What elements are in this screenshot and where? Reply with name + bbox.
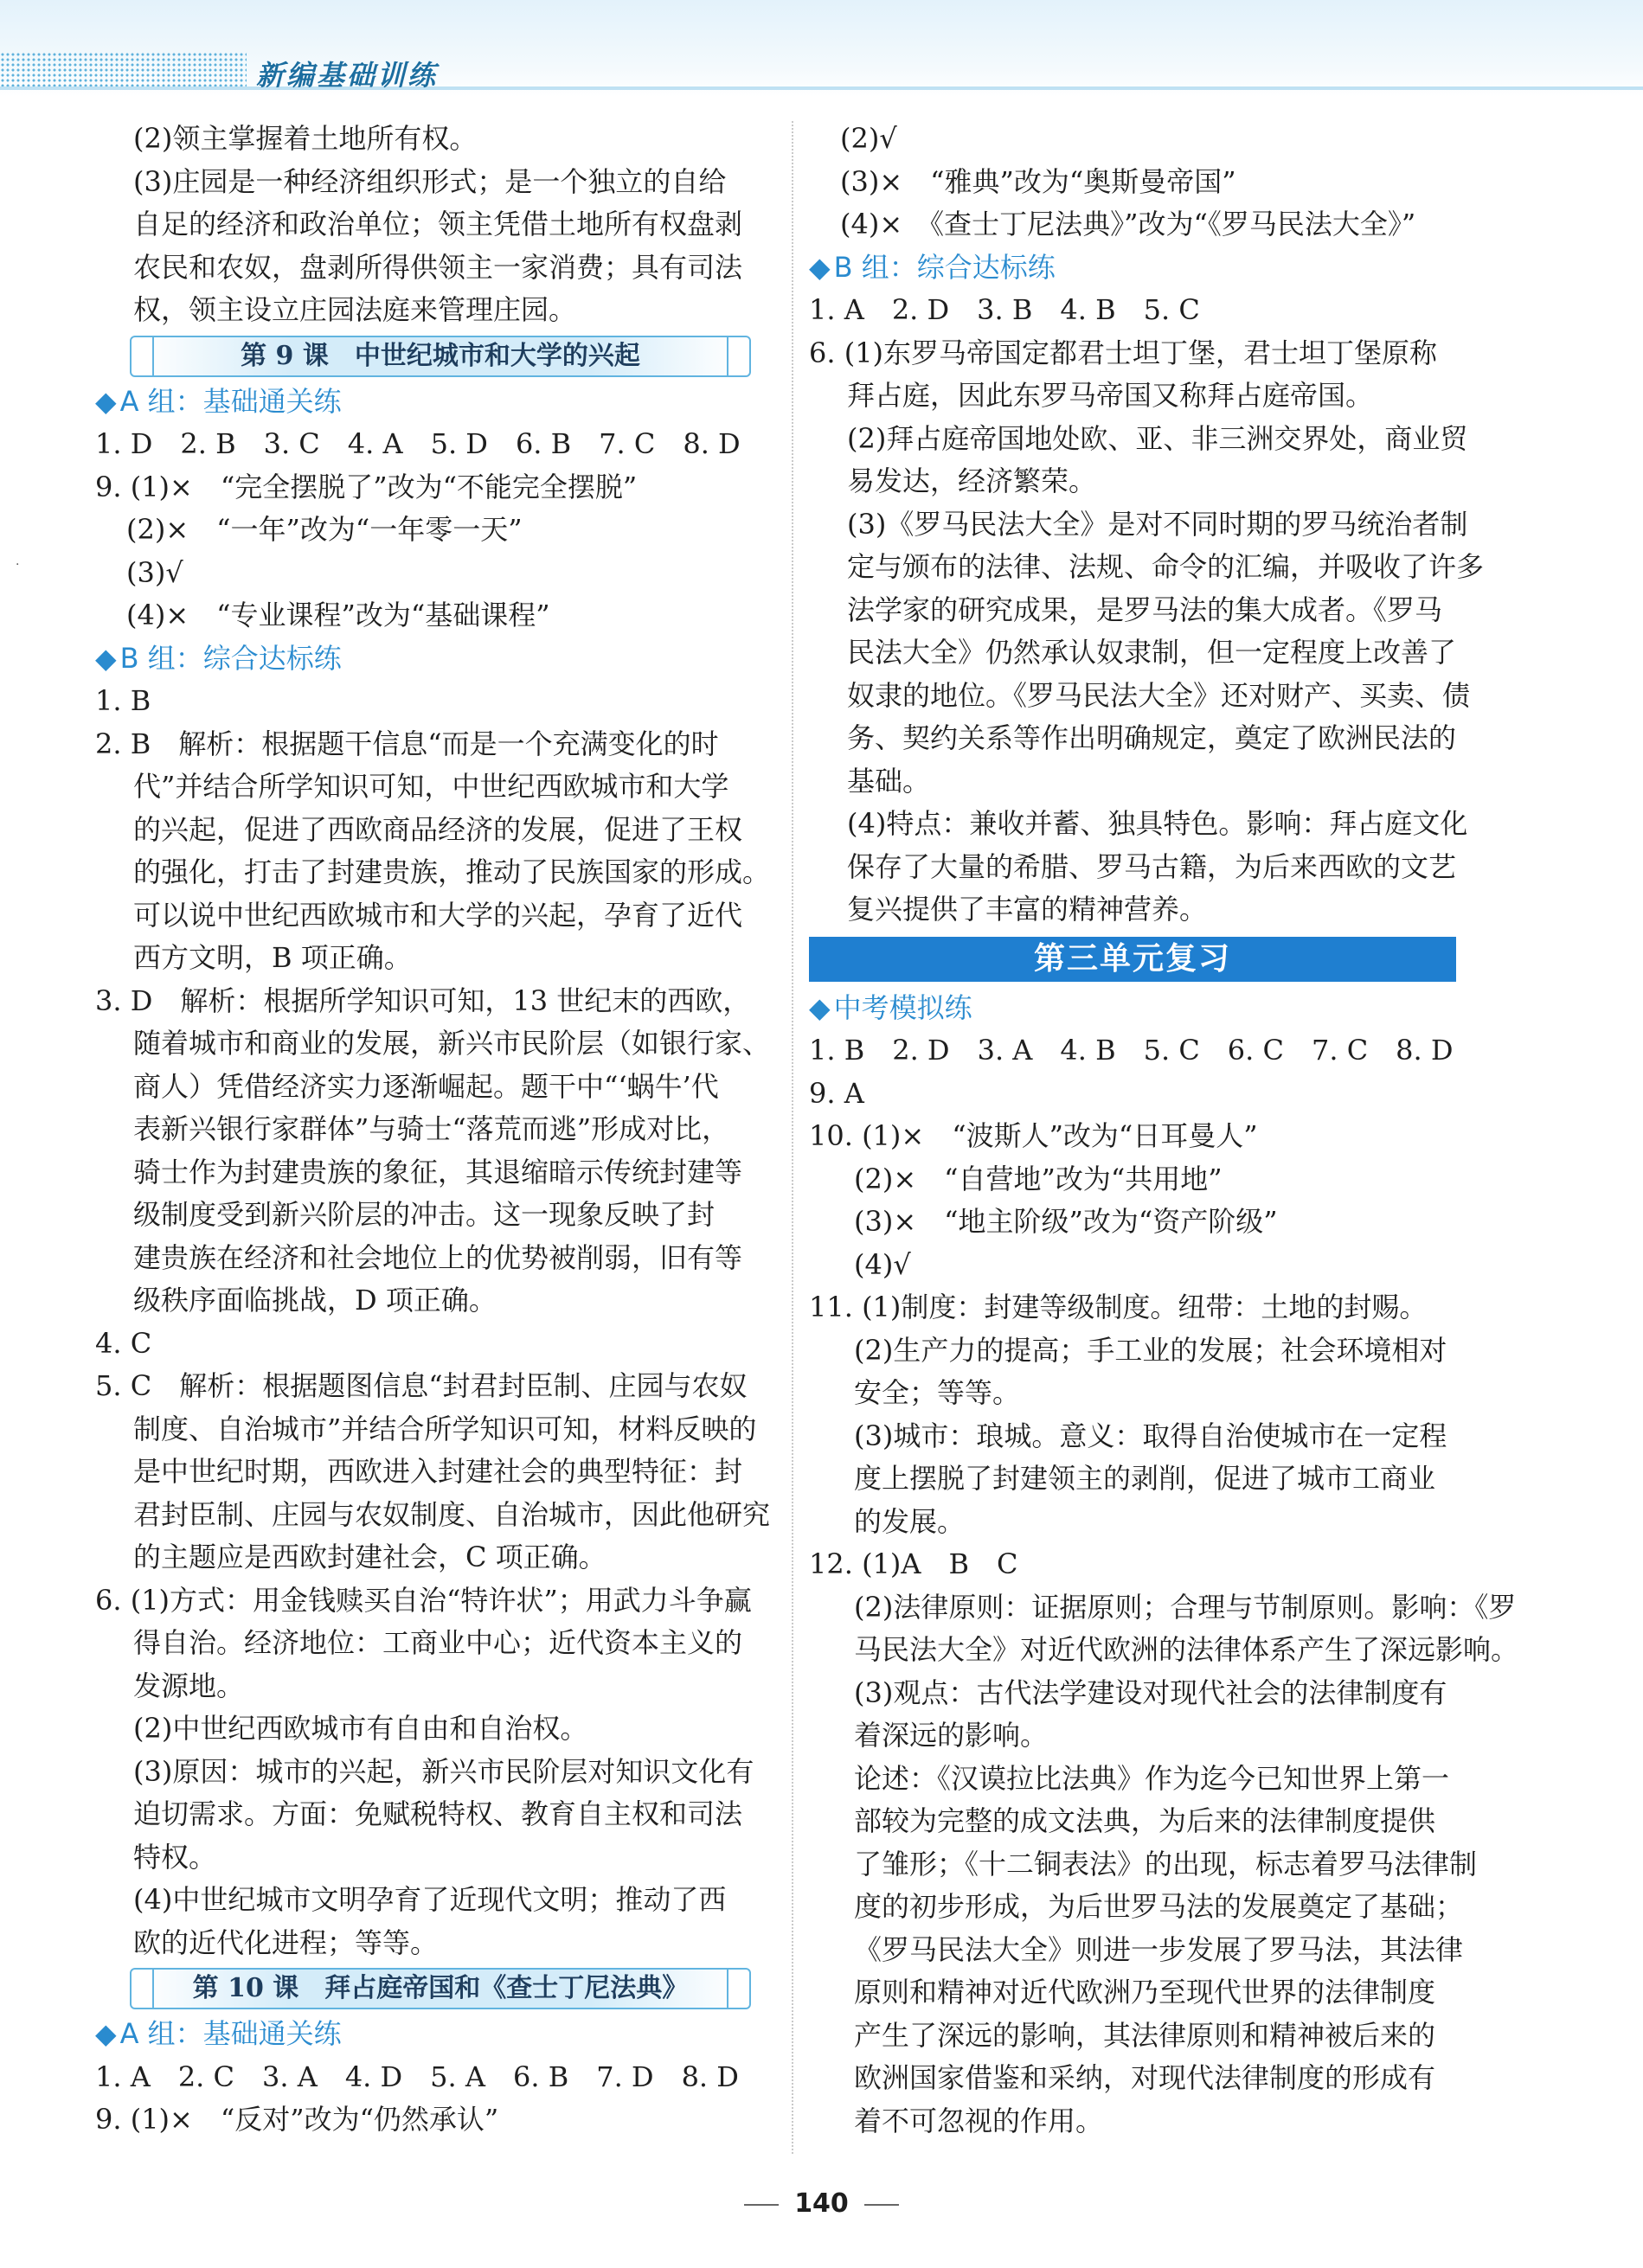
line-text: B 组：综合达标练 bbox=[833, 250, 1056, 284]
answer-line bbox=[95, 1751, 766, 1794]
answer-line bbox=[809, 803, 1482, 846]
line-text: 定与颁布的法律、法规、命令的汇编，并吸收了许多 bbox=[847, 550, 1485, 583]
line-text: 民法大全》仍然承认奴隶制，但一定程度上改善了 bbox=[847, 636, 1457, 669]
answer-line bbox=[95, 766, 766, 809]
series-title: 新编基础训练 bbox=[256, 59, 439, 92]
answer-line bbox=[809, 1714, 1482, 1758]
answer-line bbox=[95, 594, 766, 637]
answer-line bbox=[809, 846, 1482, 889]
answer-line bbox=[809, 1029, 1482, 1073]
line-text: 11. (1)制度：封建等级制度。纽带：土地的封赐。 bbox=[809, 1291, 1428, 1323]
line-text: 1. D 2. B 3. C 4. A 5. D 6. B 7. C 8. D bbox=[95, 427, 741, 460]
answer-line bbox=[809, 1971, 1482, 2015]
line-text: 9. (1)× “反对”改为“仍然承认” bbox=[95, 2103, 499, 2136]
answer-line bbox=[95, 809, 766, 852]
answer-line bbox=[809, 289, 1482, 332]
page-footer bbox=[0, 2188, 1643, 2219]
line-text: 拜占庭，因此东罗马帝国又称拜占庭帝国。 bbox=[847, 379, 1374, 412]
answer-line bbox=[95, 980, 766, 1023]
answer-line bbox=[95, 1494, 771, 1537]
line-text: 法学家的研究成果，是罗马法的集大成者。《罗马 bbox=[847, 593, 1443, 626]
answer-line bbox=[95, 1451, 766, 1494]
lesson-9-header: 第 9 课 中世纪城市和大学的兴起 bbox=[140, 336, 741, 377]
line-text: (4)特点：兼收并蓄、独具特色。影响：拜占庭文化 bbox=[847, 807, 1468, 840]
diamond-icon: ◆ bbox=[95, 641, 117, 675]
group-heading bbox=[95, 2013, 766, 2056]
line-text: 安全；等等。 bbox=[854, 1376, 1021, 1409]
answer-line bbox=[95, 466, 766, 509]
line-text: (3)庄园是一种经济组织形式；是一个独立的自给 bbox=[133, 164, 727, 198]
line-text: 代”并结合所学知识可知，中世纪西欧城市和大学 bbox=[133, 770, 729, 803]
line-text: 论述：《汉谟拉比法典》作为迄今已知世界上第一 bbox=[854, 1761, 1450, 1795]
answer-line bbox=[95, 723, 766, 766]
answer-line bbox=[95, 937, 766, 980]
line-text: 奴隶的地位。《罗马民法大全》还对财产、买卖、债 bbox=[847, 678, 1471, 712]
answer-line bbox=[95, 1323, 766, 1366]
line-text: 西方文明，B 项正确。 bbox=[133, 941, 412, 974]
line-text: 骑士作为封建贵族的象征，其退缩暗示传统封建等 bbox=[133, 1155, 743, 1188]
line-text: 欧洲国家借鉴和采纳，对现代法律制度的形成有 bbox=[854, 2061, 1436, 2094]
line-text: (3)城市：琅城。意义：取得自治使城市在一定程 bbox=[854, 1419, 1447, 1452]
line-text: 6. (1)东罗马帝国定都君士坦丁堡，君士坦丁堡原称 bbox=[809, 336, 1438, 369]
answer-line bbox=[95, 851, 771, 894]
line-text: 的主题应是西欧封建社会，C 项正确。 bbox=[133, 1541, 606, 1573]
header-dot-pattern bbox=[0, 52, 247, 86]
line-text: 的发展。 bbox=[854, 1504, 966, 1538]
line-text: 级制度受到新兴阶层的冲击。这一现象反映了封 bbox=[133, 1198, 716, 1231]
answer-line bbox=[95, 1022, 771, 1066]
footer-dash-left bbox=[744, 2204, 779, 2206]
answer-line bbox=[95, 161, 766, 204]
answer-line bbox=[809, 1586, 1517, 1630]
line-text: 部较为完整的成文法典，为后来的法律制度提供 bbox=[854, 1804, 1436, 1837]
answer-line bbox=[809, 503, 1482, 547]
margin-mark: · bbox=[16, 558, 20, 572]
answer-line bbox=[809, 1244, 1482, 1287]
line-text: 权，领主设立庄园法庭来管理庄园。 bbox=[133, 293, 577, 326]
group-heading bbox=[809, 987, 1482, 1030]
diamond-icon: ◆ bbox=[95, 384, 117, 418]
answer-line bbox=[95, 1665, 766, 1708]
answer-line bbox=[95, 1579, 766, 1623]
answer-line bbox=[95, 2098, 766, 2142]
line-text: (2)法律原则：证据原则；合理与节制原则。影响：《罗 bbox=[854, 1590, 1517, 1624]
answer-line bbox=[809, 1115, 1482, 1158]
answer-line bbox=[809, 332, 1482, 375]
line-text: A 组：基础通关练 bbox=[119, 2017, 342, 2050]
answer-line bbox=[809, 1201, 1482, 1244]
line-text: (4)× “专业课程”改为“基础课程” bbox=[126, 599, 550, 631]
answer-line bbox=[95, 1237, 766, 1280]
line-text: 建贵族在经济和社会地位上的优势被削弱，旧有等 bbox=[133, 1240, 743, 1274]
lesson-10-header: 第 10 课 拜占庭帝国和《查士丁尼法典》 bbox=[140, 1968, 741, 2009]
line-text: 4. C bbox=[95, 1326, 152, 1360]
line-text: (3)《罗马民法大全》是对不同时期的罗马统治者制 bbox=[847, 507, 1468, 541]
answer-line bbox=[809, 118, 1482, 161]
answer-line bbox=[95, 1066, 766, 1109]
diamond-icon: ◆ bbox=[809, 250, 831, 284]
answer-line bbox=[809, 760, 1482, 804]
header-rule bbox=[0, 86, 1643, 90]
answer-line bbox=[95, 1622, 766, 1665]
line-text: 务、契约关系等作出明确规定，奠定了欧洲民法的 bbox=[847, 721, 1457, 754]
answer-line bbox=[95, 509, 766, 552]
line-text: 原则和精神对近代欧洲乃至现代世界的法律制度 bbox=[854, 1976, 1436, 2009]
line-text: 商人）凭借经济实力逐渐崛起。题干中“‘蜗牛’代 bbox=[133, 1069, 719, 1103]
answer-line bbox=[809, 1073, 1482, 1116]
line-text: B 组：综合达标练 bbox=[119, 641, 342, 675]
answer-line bbox=[95, 118, 766, 161]
group-heading bbox=[95, 381, 766, 424]
line-text: 表新兴银行家群体”与骑士“落荒而逃”形成对比， bbox=[133, 1112, 730, 1145]
column-divider bbox=[792, 121, 793, 2154]
line-text: (2)领主掌握着土地所有权。 bbox=[133, 122, 478, 155]
line-text: 度的初步形成，为后世罗马法的发展奠定了基础； bbox=[854, 1890, 1464, 1923]
line-text: A 组：基础通关练 bbox=[119, 384, 342, 418]
line-text: 随着城市和商业的发展，新兴市民阶层（如银行家、 bbox=[133, 1027, 771, 1060]
diamond-icon: ◆ bbox=[809, 990, 831, 1024]
line-text: (4)√ bbox=[854, 1247, 911, 1281]
line-text: (3)观点：古代法学建设对现代社会的法律制度有 bbox=[854, 1675, 1447, 1709]
line-text: (2)√ bbox=[840, 122, 897, 155]
answer-line bbox=[809, 1886, 1482, 1929]
line-text: 可以说中世纪西欧城市和大学的兴起，孕育了近代 bbox=[133, 898, 743, 932]
answer-line bbox=[809, 1158, 1482, 1201]
line-text: 特权。 bbox=[133, 1840, 217, 1874]
answer-line bbox=[809, 1458, 1482, 1501]
line-text: 2. B 解析：根据题干信息“而是一个充满变化的时 bbox=[95, 727, 719, 760]
answer-line bbox=[809, 418, 1482, 461]
left-column bbox=[95, 118, 771, 2142]
line-text: 9. (1)× “完全摆脱了”改为“不能完全摆脱” bbox=[95, 470, 638, 503]
answer-line bbox=[95, 894, 766, 938]
line-text: 1. B 2. D 3. A 4. B 5. C 6. C 7. C 8. D bbox=[809, 1034, 1454, 1067]
answer-line bbox=[809, 375, 1482, 418]
right-top-block bbox=[809, 118, 1485, 932]
line-text: (3)原因：城市的兴起，新兴市民阶层对知识文化有 bbox=[133, 1754, 754, 1788]
answer-line bbox=[95, 1408, 766, 1451]
answer-line bbox=[809, 888, 1482, 932]
line-text: 复兴提供了丰富的精神营养。 bbox=[847, 893, 1208, 926]
line-text: (3)√ bbox=[126, 555, 183, 589]
answer-line bbox=[809, 631, 1482, 675]
line-text: 5. C 解析：根据题图信息“封君封臣制、庄园与农奴 bbox=[95, 1369, 748, 1402]
answer-line bbox=[95, 1707, 766, 1751]
answer-line bbox=[95, 1151, 766, 1195]
line-text: 迫切需求。方面：免赋税特权、教育自主权和司法 bbox=[133, 1797, 743, 1830]
answer-line bbox=[809, 1929, 1482, 1972]
answer-line bbox=[809, 1843, 1482, 1887]
line-text: 着深远的影响。 bbox=[854, 1719, 1049, 1752]
line-text: 着不可忽视的作用。 bbox=[854, 2104, 1104, 2137]
answer-line bbox=[95, 1922, 766, 1965]
line-text: 基础。 bbox=[847, 764, 931, 798]
answer-line bbox=[809, 1329, 1482, 1373]
lesson-10-answers bbox=[95, 2013, 766, 2142]
answer-line bbox=[809, 1800, 1482, 1843]
line-text: 的强化，打击了封建贵族，推动了民族国家的形成。 bbox=[133, 855, 771, 888]
answer-line bbox=[809, 1629, 1519, 1672]
answer-line bbox=[95, 1836, 766, 1880]
answer-line bbox=[809, 1286, 1482, 1329]
answer-line bbox=[95, 247, 766, 290]
unit-review-answers bbox=[809, 987, 1519, 2143]
answer-line bbox=[95, 680, 766, 723]
answer-line bbox=[809, 675, 1482, 718]
line-text: 易发达，经济繁荣。 bbox=[847, 464, 1097, 497]
answer-line bbox=[809, 460, 1482, 503]
answer-line bbox=[95, 289, 766, 332]
answer-line bbox=[95, 1108, 766, 1151]
line-text: (3)× “雅典”改为“奥斯曼帝国” bbox=[840, 164, 1236, 198]
answer-line bbox=[809, 1543, 1482, 1586]
answer-line bbox=[95, 552, 766, 595]
answer-line bbox=[809, 1372, 1482, 1415]
line-text: 1. A 2. D 3. B 4. B 5. C bbox=[809, 293, 1200, 326]
line-text: 中考模拟练 bbox=[833, 990, 972, 1024]
line-text: (2)生产力的提高；手工业的发展；社会环境相对 bbox=[854, 1333, 1447, 1367]
answer-line bbox=[809, 203, 1482, 247]
right-column bbox=[809, 118, 1519, 2143]
line-text: (2)× “自营地”改为“共用地” bbox=[854, 1162, 1223, 1195]
line-text: 的兴起，促进了西欧商品经济的发展，促进了王权 bbox=[133, 812, 743, 846]
answer-line bbox=[95, 423, 766, 466]
line-text: 是中世纪时期，西欧进入封建社会的典型特征：封 bbox=[133, 1455, 743, 1488]
answer-line bbox=[95, 1536, 766, 1579]
answer-line bbox=[809, 1758, 1482, 1801]
line-text: 度上摆脱了封建领主的剥削，促进了城市工商业 bbox=[854, 1462, 1436, 1495]
unit-review-header: 第三单元复习 bbox=[809, 937, 1456, 982]
line-text: (4)中世纪城市文明孕育了近现代文明；推动了西 bbox=[133, 1883, 727, 1916]
answer-line bbox=[809, 2100, 1482, 2143]
answer-line bbox=[95, 1279, 766, 1323]
line-text: 12. (1)A B C bbox=[809, 1547, 1018, 1580]
line-text: (2)拜占庭帝国地处欧、亚、非三洲交界处，商业贸 bbox=[847, 421, 1468, 455]
answer-line bbox=[95, 1793, 766, 1836]
line-text: 1. A 2. C 3. A 4. D 5. A 6. B 7. D 8. D bbox=[95, 2060, 739, 2093]
line-text: 10. (1)× “波斯人”改为“日耳曼人” bbox=[809, 1119, 1258, 1152]
answer-line bbox=[809, 589, 1482, 632]
line-text: 产生了深远的影响，其法律原则和精神被后来的 bbox=[854, 2018, 1436, 2052]
answer-line bbox=[809, 2057, 1482, 2100]
answer-line bbox=[95, 1879, 766, 1922]
line-text: 3. D 解析：根据所学知识可知，13 世纪末的西欧， bbox=[95, 983, 751, 1017]
answer-line bbox=[809, 1415, 1482, 1458]
line-text: 6. (1)方式：用金钱赎买自治“特许状”；用武力斗争赢 bbox=[95, 1583, 752, 1617]
group-heading bbox=[95, 637, 766, 681]
line-text: 《罗马民法大全》则进一步发展了罗马法，其法律 bbox=[854, 1932, 1464, 1966]
answer-line bbox=[809, 2015, 1482, 2058]
left-top-block bbox=[95, 118, 766, 332]
line-text: (4)× 《查士丁尼法典》”改为“《罗马民法大全》” bbox=[840, 208, 1416, 240]
answer-line bbox=[95, 1194, 766, 1237]
answer-line bbox=[95, 1365, 766, 1408]
answer-line bbox=[95, 2056, 766, 2099]
answer-line bbox=[95, 203, 766, 247]
line-text: 级秩序面临挑战，D 项正确。 bbox=[133, 1284, 497, 1317]
line-text: 9. A bbox=[809, 1076, 864, 1110]
line-text: 欧的近代化进程；等等。 bbox=[133, 1925, 439, 1959]
line-text: 得自治。经济地位：工商业中心；近代资本主义的 bbox=[133, 1626, 743, 1659]
line-text: (2)× “一年”改为“一年零一天” bbox=[126, 513, 523, 546]
line-text: 发源地。 bbox=[133, 1669, 245, 1702]
answer-line bbox=[809, 161, 1482, 204]
lesson-9-answers bbox=[95, 381, 771, 1965]
answer-line bbox=[809, 1501, 1482, 1544]
answer-line bbox=[809, 546, 1485, 589]
line-text: 农民和农奴，盘剥所得供领主一家消费；具有司法 bbox=[133, 250, 743, 284]
line-text: 君封臣制、庄园与农奴制度、自治城市，因此他研究 bbox=[133, 1497, 771, 1531]
footer-dash-right bbox=[864, 2204, 899, 2206]
answer-line bbox=[809, 1672, 1482, 1715]
group-heading bbox=[809, 247, 1482, 290]
answer-line bbox=[809, 717, 1482, 760]
diamond-icon: ◆ bbox=[95, 2017, 117, 2050]
line-text: 马民法大全》对近代欧洲的法律体系产生了深远影响。 bbox=[854, 1633, 1519, 1666]
line-text: 了雏形；《十二铜表法》的出现，标志着罗马法律制 bbox=[854, 1847, 1478, 1880]
line-text: 1. B bbox=[95, 684, 151, 717]
page-number: 140 bbox=[794, 2188, 849, 2219]
line-text: (3)× “地主阶级”改为“资产阶级” bbox=[854, 1205, 1278, 1238]
line-text: 保存了大量的希腊、罗马古籍，为后来西欧的文艺 bbox=[847, 849, 1457, 883]
line-text: (2)中世纪西欧城市有自由和自治权。 bbox=[133, 1712, 588, 1745]
line-text: 制度、自治城市”并结合所学知识可知，材料反映的 bbox=[133, 1412, 757, 1445]
line-text: 自足的经济和政治单位；领主凭借土地所有权盘剥 bbox=[133, 208, 743, 240]
